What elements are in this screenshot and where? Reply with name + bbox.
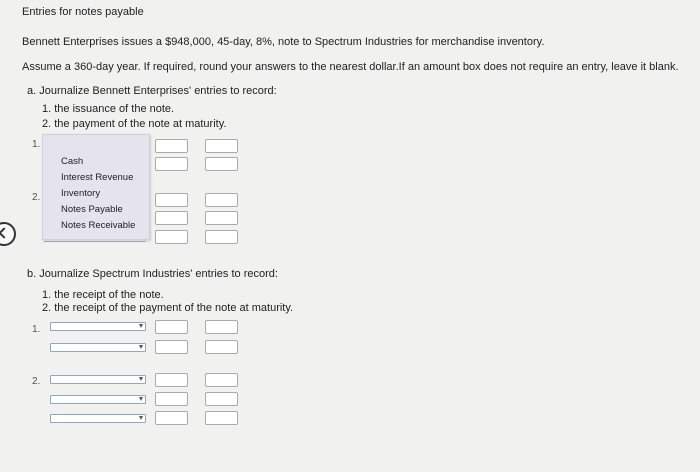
dropdown-underline xyxy=(44,238,146,242)
part-b-item-1: 1. the receipt of the note. xyxy=(42,289,164,301)
part-a-1-credit-box-2[interactable] xyxy=(205,157,238,171)
part-a-2-debit-box-3[interactable] xyxy=(155,230,188,244)
part-a-2-credit-box-2[interactable] xyxy=(205,211,238,225)
part-b-2-debit-box-3[interactable] xyxy=(155,411,188,425)
part-a-row-1-label: 1. xyxy=(32,139,41,150)
part-b-1-credit-box[interactable] xyxy=(205,320,238,334)
problem-text: Bennett Enterprises issues a $948,000, 45-day, 8%, note to Spectrum Industries for merchandise inventory. xyxy=(22,36,545,48)
part-a-heading: a. Journalize Bennett Enterprises' entries to record: xyxy=(27,85,277,97)
part-b-2-account-select-3[interactable] xyxy=(50,414,146,423)
part-b-2-credit-box-3[interactable] xyxy=(205,411,238,425)
part-a-2-debit-box-2[interactable] xyxy=(155,211,188,225)
part-b-1-credit-box-2[interactable] xyxy=(205,340,238,354)
dropdown-arrow-icon xyxy=(139,324,143,328)
dropdown-option-cash[interactable]: Cash xyxy=(61,156,84,167)
part-a-1-credit-box[interactable] xyxy=(205,139,238,153)
part-a-row-2-label: 2. xyxy=(32,192,41,203)
instructions-text: Assume a 360-day year. If required, round your answers to the nearest dollar.If an amount box does not require an entry, leave it blank. xyxy=(22,61,679,73)
part-a-item-2: 2. the payment of the note at maturity. xyxy=(42,118,227,130)
part-b-2-credit-box-2[interactable] xyxy=(205,392,238,406)
page-title: Entries for notes payable xyxy=(22,6,144,18)
part-a-1-debit-box[interactable] xyxy=(155,139,188,153)
part-b-1-account-select[interactable] xyxy=(50,322,146,331)
part-b-item-2: 2. the receipt of the payment of the note at maturity. xyxy=(42,302,294,314)
dropdown-arrow-icon xyxy=(139,345,143,349)
part-b-heading: b. Journalize Spectrum Industries' entries to record: xyxy=(27,268,278,280)
part-b-2-debit-box-2[interactable] xyxy=(155,392,188,406)
part-b-row-2-label: 2. xyxy=(32,376,41,387)
dropdown-option-inventory[interactable]: Inventory xyxy=(61,188,101,199)
dropdown-option-notes-receivable[interactable]: Notes Receivable xyxy=(61,220,136,231)
account-dropdown-list xyxy=(42,134,150,240)
part-a-1-debit-box-2[interactable] xyxy=(155,157,188,171)
part-a-2-credit-box-3[interactable] xyxy=(205,230,238,244)
dropdown-option-interest-revenue[interactable]: Interest Revenue xyxy=(61,172,134,183)
part-b-1-debit-box[interactable] xyxy=(155,320,188,334)
part-b-1-debit-box-2[interactable] xyxy=(155,340,188,354)
part-a-2-credit-box[interactable] xyxy=(205,193,238,207)
dropdown-arrow-icon xyxy=(139,397,143,401)
dropdown-option-notes-payable[interactable]: Notes Payable xyxy=(61,204,123,215)
part-a-item-1: 1. the issuance of the note. xyxy=(42,103,175,115)
part-b-row-1-label: 1. xyxy=(32,324,41,335)
part-a-2-debit-box[interactable] xyxy=(155,193,188,207)
part-b-1-account-select-2[interactable] xyxy=(50,343,146,352)
part-b-2-debit-box[interactable] xyxy=(155,373,188,387)
part-b-2-credit-box[interactable] xyxy=(205,373,238,387)
part-b-2-account-select-2[interactable] xyxy=(50,395,146,404)
chevron-left-icon[interactable] xyxy=(0,222,16,246)
dropdown-arrow-icon xyxy=(139,377,143,381)
part-b-2-account-select[interactable] xyxy=(50,375,146,384)
dropdown-arrow-icon xyxy=(139,416,143,420)
